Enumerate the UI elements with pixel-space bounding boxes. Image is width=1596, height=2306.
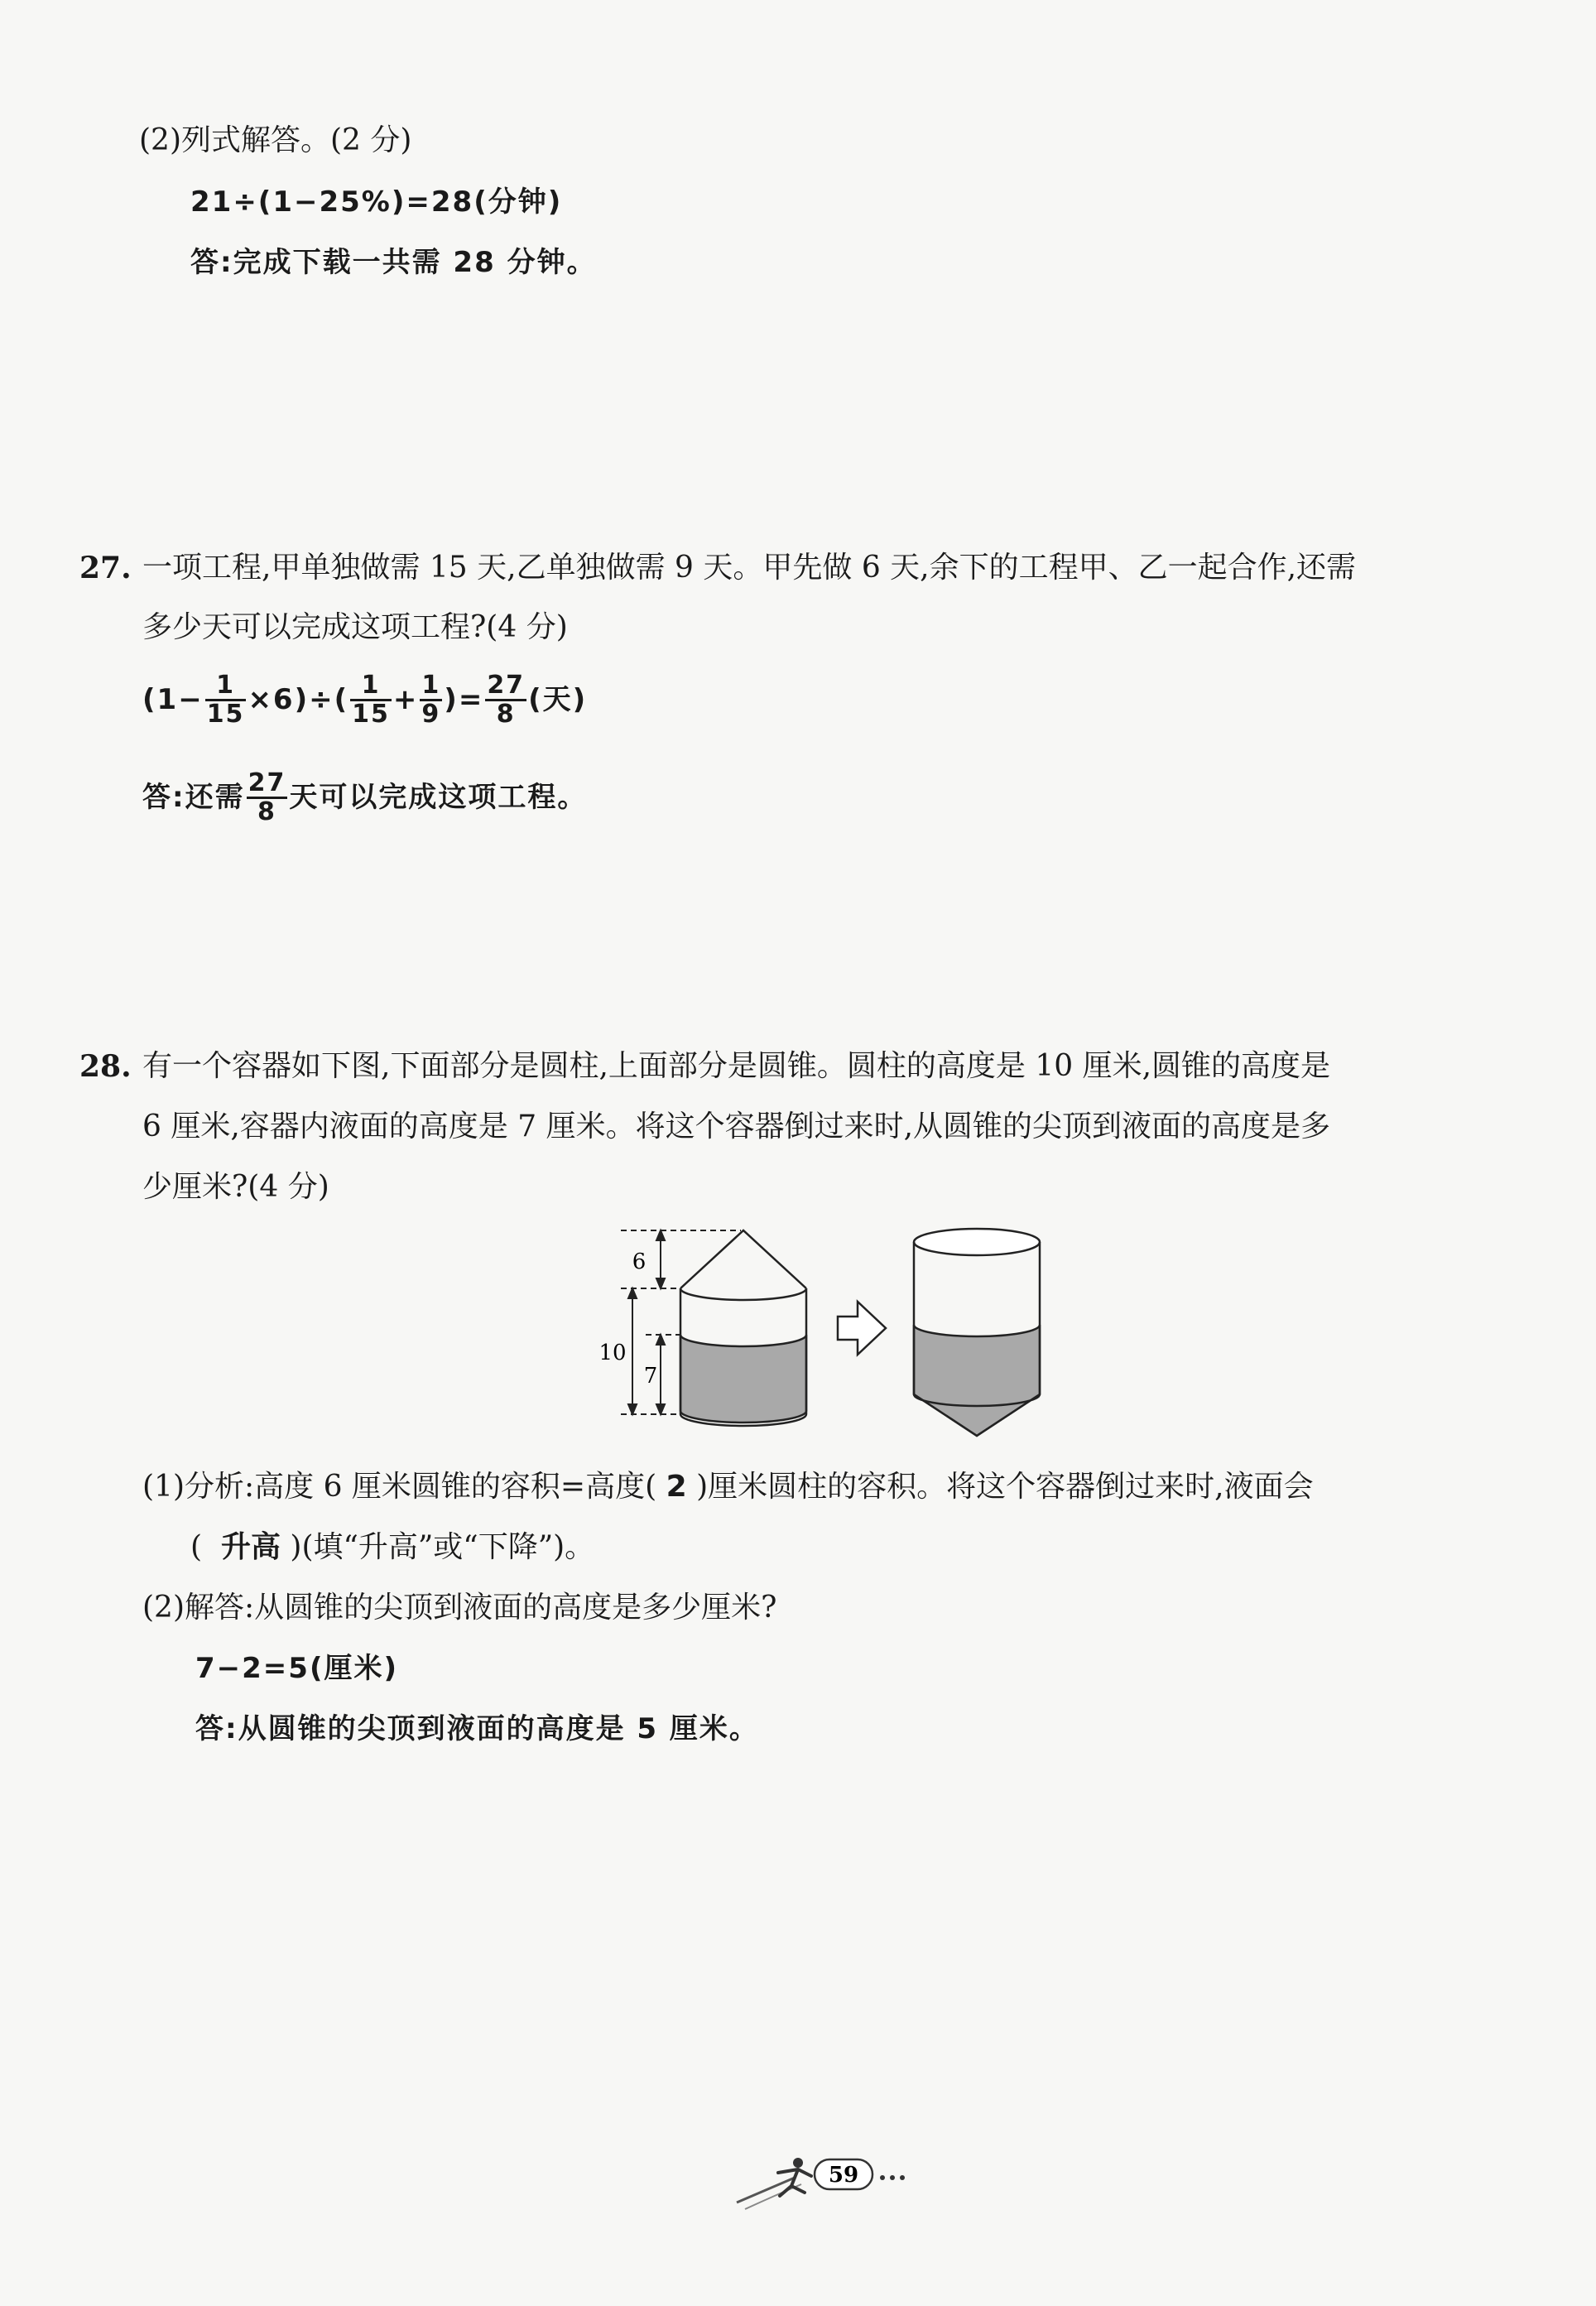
- q26-answer: 答:完成下载一共需 28 分钟。: [190, 246, 597, 279]
- fraction-denominator: 15: [352, 699, 390, 729]
- page-number: 59: [828, 2163, 859, 2188]
- q27-fraction: [205, 672, 247, 727]
- q27-fraction: [420, 672, 442, 727]
- q28-number: 28.: [79, 1049, 132, 1084]
- q27-answer: [142, 770, 587, 825]
- fraction-numerator: 1: [350, 672, 392, 701]
- fraction-denominator: 15: [206, 699, 245, 729]
- q27-eq-part: )=: [444, 683, 484, 716]
- liquid-right: [914, 1325, 1040, 1436]
- q27-answer-post: 天可以完成这项工程。: [289, 781, 588, 814]
- arrow-down-icon: [656, 1404, 665, 1414]
- q28-part1-fill2: 升高: [220, 1530, 281, 1564]
- cone-base-edge: [680, 1288, 806, 1300]
- q27-equation: [142, 672, 587, 727]
- arrow-up-icon: [628, 1288, 637, 1298]
- q28-part1-l2-post: )(填“升高”或“下降”)。: [290, 1530, 595, 1564]
- q27-answer-fraction: [247, 770, 288, 825]
- label-liquid-height: 7: [643, 1364, 658, 1389]
- q28-part1-l2-pre: (: [190, 1530, 203, 1564]
- label-cone-height: 6: [632, 1249, 647, 1274]
- q28-part1-fill1: 2: [666, 1470, 687, 1504]
- q28-part1-line1: [142, 1472, 1314, 1502]
- arrow-up-icon: [656, 1335, 665, 1345]
- q28-part1-mid: )厘米圆柱的容积。将这个容器倒过来时,液面会: [696, 1470, 1314, 1504]
- arrow-up-icon: [656, 1230, 665, 1240]
- q28-equation: 7−2=5(厘米): [195, 1652, 399, 1685]
- fraction-denominator: 9: [421, 699, 441, 729]
- q28-text-line3: 少厘米?(4 分): [142, 1170, 329, 1204]
- q27-eq-part: ×6)÷(: [248, 683, 349, 716]
- q27-eq-part: +: [392, 683, 419, 716]
- footer-dot-icon: [890, 2175, 895, 2180]
- q27-eq-part: (1−: [142, 683, 204, 716]
- fraction-numerator: 1: [421, 671, 441, 700]
- label-cylinder-height: 10: [598, 1341, 627, 1365]
- arrow-right-icon: [838, 1302, 886, 1355]
- q26-part2-label: (2)列式解答。(2 分): [139, 123, 412, 157]
- footer-dot-icon: [880, 2175, 885, 2180]
- arrow-down-icon: [656, 1278, 665, 1288]
- fraction-numerator: 27: [487, 671, 526, 700]
- q27-fraction: [350, 672, 392, 727]
- footer-dot-icon: [900, 2175, 905, 2180]
- q28-part1-pre: (1)分析:高度 6 厘米圆锥的容积=高度(: [142, 1470, 657, 1504]
- liquid-left: [680, 1335, 806, 1423]
- q28-text-line1: 有一个容器如下图,下面部分是圆柱,上面部分是圆锥。圆柱的高度是 10 厘米,圆锥的高度是: [142, 1049, 1331, 1083]
- q27-number: 27.: [79, 551, 132, 585]
- container-figure: [579, 1217, 1076, 1441]
- page-footer: [728, 2145, 944, 2219]
- q28-answer: 答:从圆锥的尖顶到液面的高度是 5 厘米。: [195, 1712, 759, 1745]
- cylinder-top-ellipse: [914, 1229, 1040, 1255]
- q27-answer-pre: 答:还需: [142, 781, 245, 814]
- fraction-numerator: 27: [248, 768, 286, 797]
- fraction-denominator: 8: [257, 797, 276, 826]
- q28-part2-label: (2)解答:从圆锥的尖顶到液面的高度是多少厘米?: [142, 1591, 777, 1625]
- q27-eq-part: (天): [528, 683, 588, 716]
- q26-equation: 21÷(1−25%)=28(分钟): [190, 185, 563, 219]
- q27-text-line1: 一项工程,甲单独做需 15 天,乙单独做需 9 天。甲先做 6 天,余下的工程甲、乙一起合作,还需: [142, 551, 1357, 585]
- runner-logo-icon: [737, 2158, 811, 2209]
- q27-text-line2: 多少天可以完成这项工程?(4 分): [142, 610, 568, 644]
- fraction-numerator: 1: [205, 672, 247, 701]
- q28-part1-line2: [190, 1530, 595, 1564]
- cone-top: [680, 1230, 806, 1288]
- q28-text-line2: 6 厘米,容器内液面的高度是 7 厘米。将这个容器倒过来时,从圆锥的尖顶到液面的高度是多: [142, 1110, 1331, 1143]
- q27-fraction: [485, 672, 526, 727]
- fraction-denominator: 8: [496, 699, 516, 729]
- arrow-down-icon: [628, 1404, 637, 1414]
